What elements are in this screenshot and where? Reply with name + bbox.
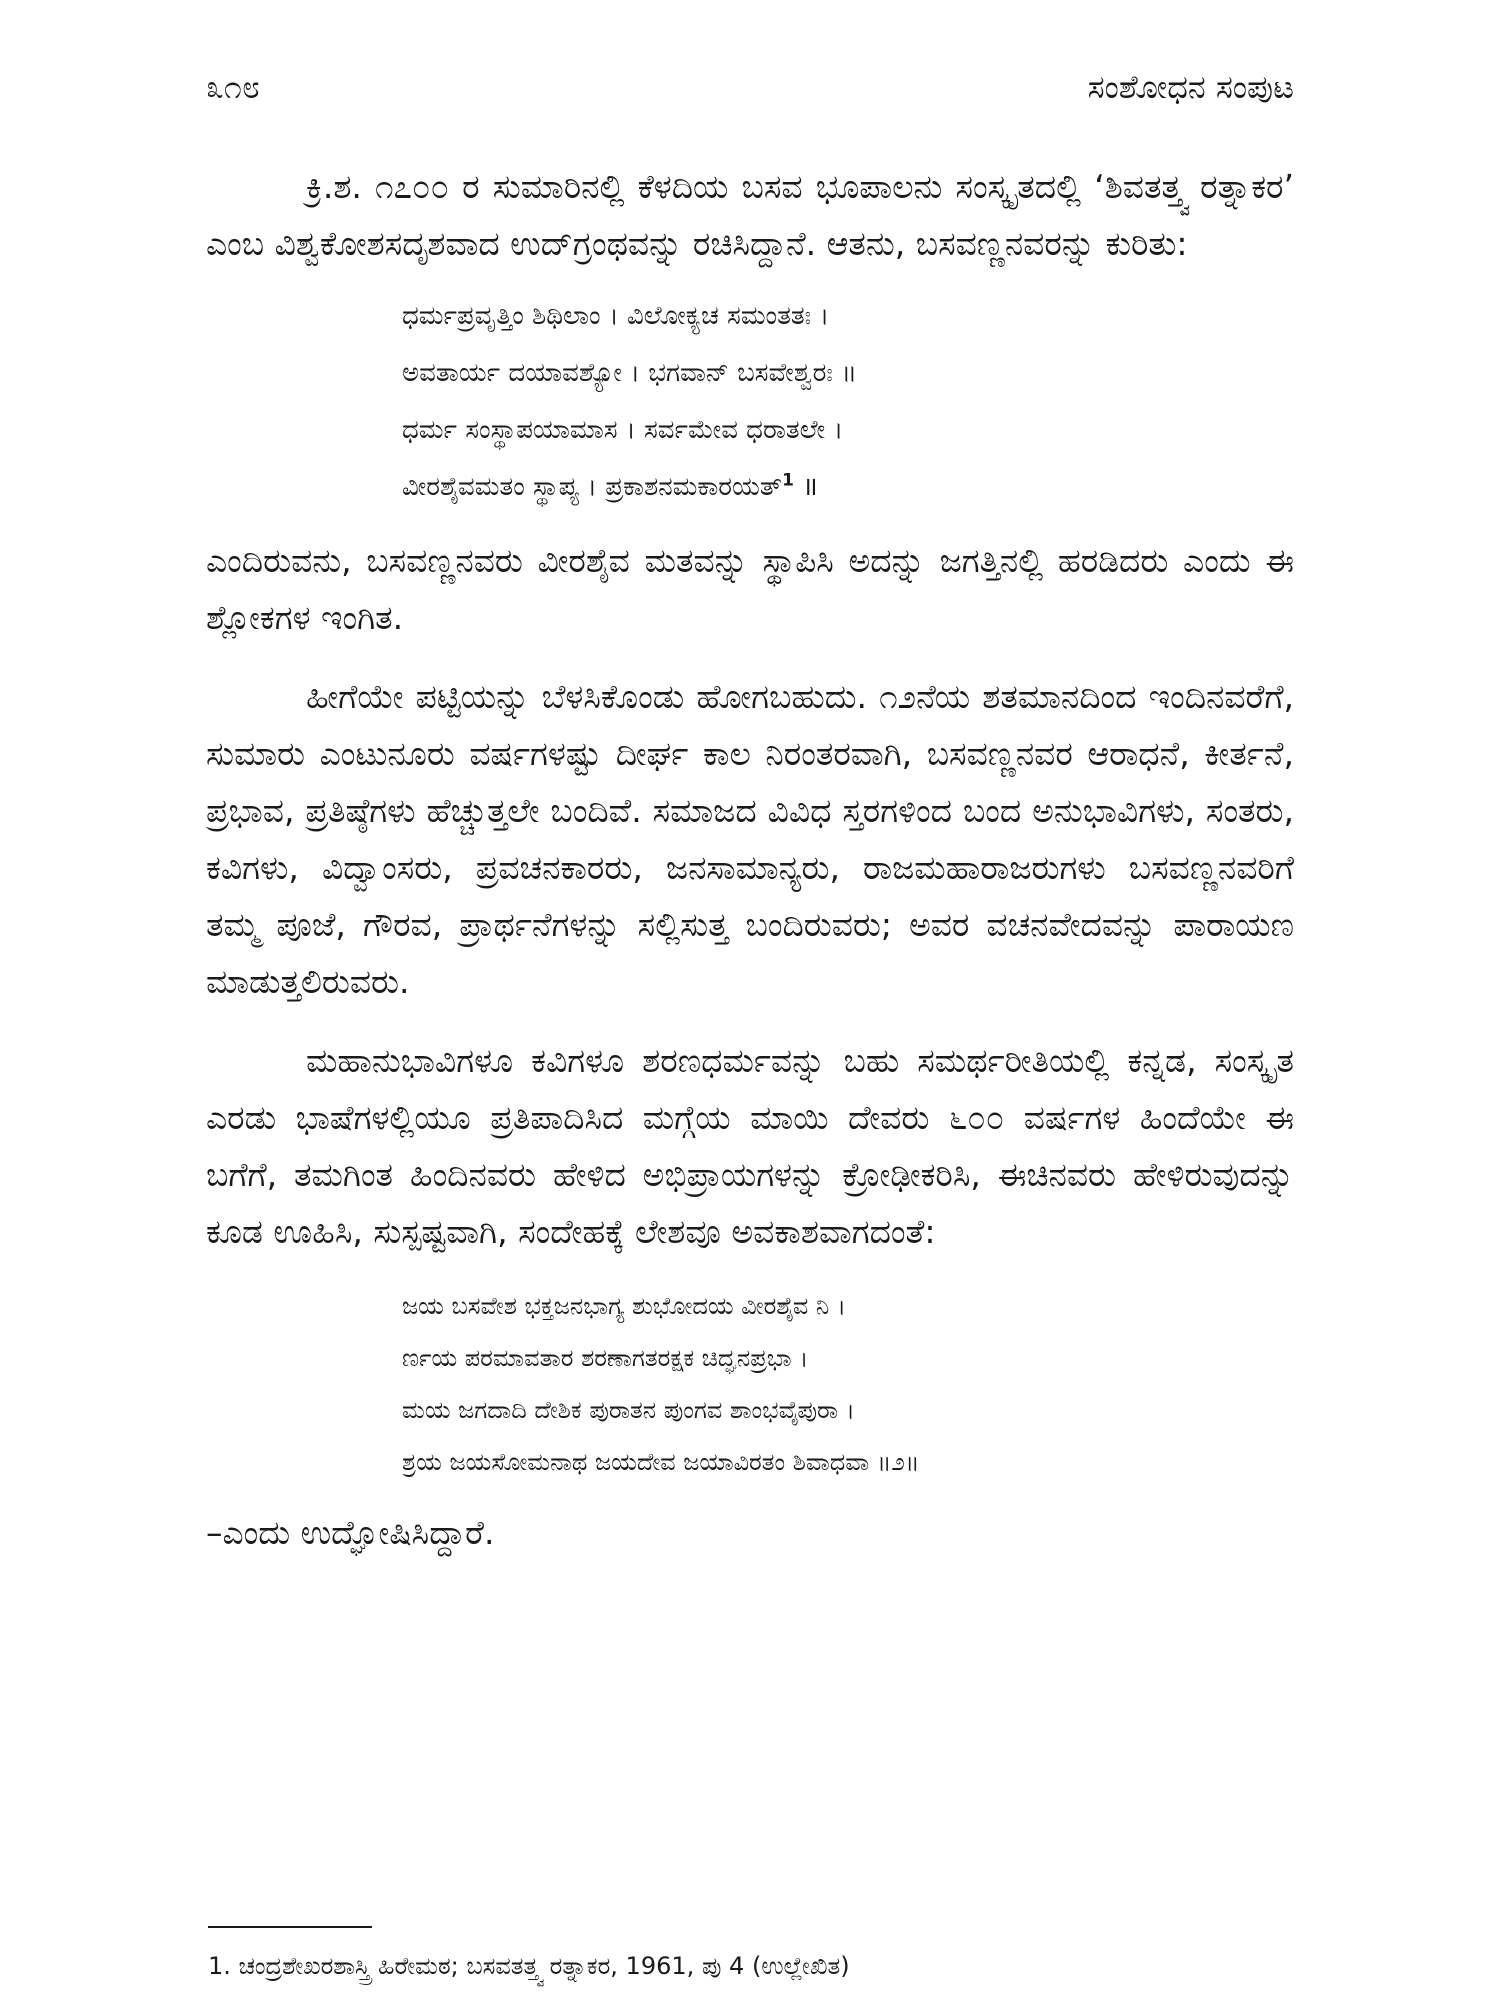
footnote-reference: 1 bbox=[782, 470, 794, 491]
verse-line: ಮಯ ಜಗದಾದಿ ದೇಶಿಕ ಪುರಾತನ ಪುಂಗವ ಶಾಂಭವೈಪುರಾ । bbox=[402, 1396, 855, 1424]
page-number: ೩೧೮ bbox=[206, 67, 260, 106]
page-header bbox=[206, 62, 1294, 112]
paragraph-2: ಎಂದಿರುವನು, ಬಸವಣ್ಣನವರು ವೀರಶೈವ ಮತವನ್ನು ಸ್ಥಾಪಿಸಿ ಅದನ್ನು ಜಗತ್ತಿನಲ್ಲಿ ಹರಡಿದರು ಎಂದು ಈ ಶ್ಲೋಕಗಳ ಇಂಗಿತ. bbox=[206, 541, 1294, 637]
verse-line: ಜಯ ಬಸವೇಶ ಭಕ್ತಜನಭಾಗ್ಯ ಶುಭೋದಯ ವೀರಶೈವ ನಿ । bbox=[402, 1292, 847, 1320]
running-title: ಸಂಶೋಧನ ಸಂಪುಟ bbox=[1087, 67, 1294, 106]
page-body bbox=[206, 158, 1294, 1561]
footnote: 1. ಚಂದ್ರಶೇಖರಶಾಸ್ತ್ರಿ ಹಿರೇಮಠ; ಬಸವತತ್ತ್ವ ರತ್ನಾಕರ, 1961, ಪು 4 (ಉಲ್ಲೇಖಿತ) bbox=[208, 1952, 850, 1980]
paragraph-5: –ಎಂದು ಉದ್ಘೋಷಿಸಿದ್ದಾರೆ. bbox=[206, 1513, 495, 1552]
verse-block-1 bbox=[402, 288, 1294, 516]
paragraph-4: ಮಹಾನುಭಾವಿಗಳೂ ಕವಿಗಳೂ ಶರಣಧರ್ಮವನ್ನು ಬಹು ಸಮರ್ಥರೀತಿಯಲ್ಲಿ ಕನ್ನಡ, ಸಂಸ್ಕೃತ ಎರಡು ಭಾಷೆಗಳಲ್ಲಿಯೂ ಪ್ರತಿಪಾದಿಸಿದ ಮಗ್ಗೆಯ ಮಾಯಿ ದೇವರು ೬೦೦ ವರ್ಷಗಳ ಹಿಂದೆಯೇ ಈ ಬಗೆಗೆ, ತಮಗಿಂತ ಹಿಂದಿನವರು ಹೇಳಿದ ಅಭಿಪ್ರಾಯಗಳನ್ನು ಕ್ರೋಢೀಕರಿಸಿ, ಈಚಿನವರು ಹೇಳಿರುವುದನ್ನು ಕೂಡ ಊಹಿಸಿ, ಸುಸ್ಪಷ್ಟವಾಗಿ, ಸಂದೇಹಕ್ಕೆ ಲೇಶವೂ ಅವಕಾಶವಾಗದಂತೆ: bbox=[206, 1041, 1294, 1251]
paragraph-3: ಹೀಗೆಯೇ ಪಟ್ಟಿಯನ್ನು ಬೆಳಸಿಕೊಂಡು ಹೋಗಬಹುದು. ೧೨ನೆಯ ಶತಮಾನದಿಂದ ಇಂದಿನವರೆಗೆ, ಸುಮಾರು ಎಂಟುನೂರು ವರ್ಷಗಳಷ್ಟು ದೀರ್ಘ ಕಾಲ ನಿರಂತರವಾಗಿ, ಬಸವಣ್ಣನವರ ಆರಾಧನೆ, ಕೀರ್ತನೆ, ಪ್ರಭಾವ, ಪ್ರತಿಷ್ಠೆಗಳು ಹೆಚ್ಚುತ್ತಲೇ ಬಂದಿವೆ. ಸಮಾಜದ ವಿವಿಧ ಸ್ತರಗಳಿಂದ ಬಂದ ಅನುಭಾವಿಗಳು, ಸಂತರು, ಕವಿಗಳು, ವಿದ್ವಾಂಸರು, ಪ್ರವಚನಕಾರರು, ಜನಸಾಮಾನ್ಯರು, ರಾಜಮಹಾರಾಜರುಗಳು ಬಸವಣ್ಣನವರಿಗೆ ತಮ್ಮ ಪೂಜೆ, ಗೌರವ, ಪ್ರಾರ್ಥನೆಗಳನ್ನು ಸಲ್ಲಿಸುತ್ತ ಬಂದಿರುವರು; ಅವರ ವಚನವೇದವನ್ನು ಪಾರಾಯಣ ಮಾಡುತ್ತಲಿರುವರು. bbox=[206, 677, 1294, 1001]
verse-line: ಅವತಾರ್ಯ ದಯಾವಶ್ಯೋ । ಭಗವಾನ್ ಬಸವೇಶ್ವರಃ ॥ bbox=[402, 358, 857, 388]
verse-line: ರ್ಣಯ ಪರಮಾವತಾರ ಶರಣಾಗತರಕ್ಷಕ ಚಿದ್ಘನಪ್ರಭಾ । bbox=[402, 1344, 809, 1372]
verse-line-last bbox=[402, 459, 1294, 516]
verse-line: ಧರ್ಮ ಸಂಸ್ಥಾಪಯಾಮಾಸ । ಸರ್ವಮೇವ ಧರಾತಲೇ । bbox=[402, 415, 844, 445]
verse-line: ಶ್ರಯ ಜಯಸೋಮನಾಥ ಜಯದೇವ ಜಯಾವಿರತಂ ಶಿವಾಧವಾ ॥೨॥ bbox=[402, 1448, 920, 1476]
verse-line-text: ವೀರಶೈವಮತಂ ಸ್ಥಾಪ್ಯ । ಪ್ರಕಾಶನಮಕಾರಯತ್ bbox=[402, 472, 783, 502]
verse-end-mark: ॥ bbox=[793, 472, 818, 502]
verse-line: ಧರ್ಮಪ್ರವೃತ್ತಿಂ ಶಿಥಿಲಾಂ । ವಿಲೋಕ್ಯಚ ಸಮಂತತಃ । bbox=[402, 301, 830, 331]
verse-block-2 bbox=[402, 1280, 1294, 1488]
footnote-divider bbox=[208, 1926, 372, 1928]
paragraph-1: ಕ್ರಿ.ಶ. ೧೭೦೦ ರ ಸುಮಾರಿನಲ್ಲಿ ಕೆಳದಿಯ ಬಸವ ಭೂಪಾಲನು ಸಂಸ್ಕೃತದಲ್ಲಿ ‘ಶಿವತತ್ತ್ವ ರತ್ನಾಕರ’ ಎಂಬ ವಿಶ್ವಕೋಶಸದೃಶವಾದ ಉದ್‌ಗ್ರಂಥವನ್ನು ರಚಿಸಿದ್ದಾನೆ. ಆತನು, ಬಸವಣ್ಣನವರನ್ನು ಕುರಿತು: bbox=[206, 167, 1294, 263]
